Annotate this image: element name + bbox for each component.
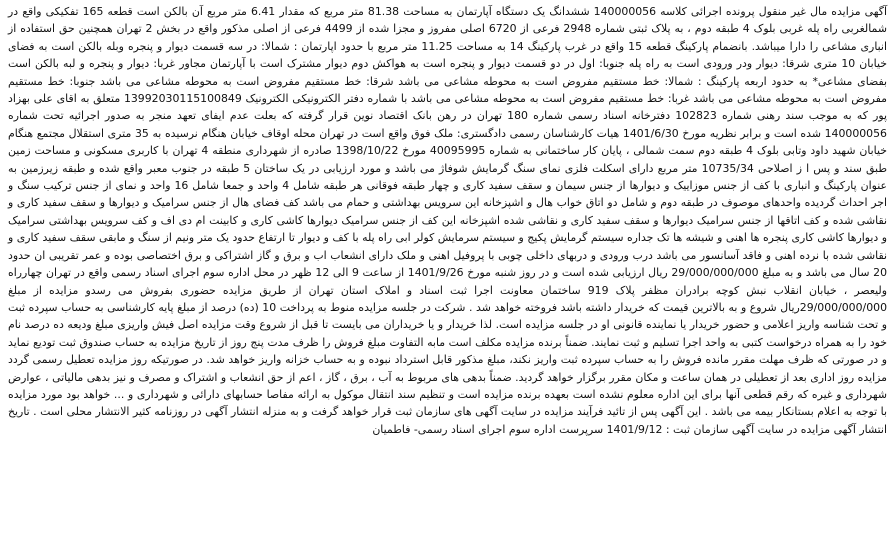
notice-body-text: آگهی مزایده مال غیر منقول پرونده اجرائی کلاسه 140000056 ششدانگ یک دستگاه آپارتمان به مساحت 81.38 متر مربع که مقدار 6.41 متر مربع آن بالکن است قطعه 165 تفکیکی واقع در شمالغربی راه پله غربی بلوک 4 طبقه دوم ، به پلاک ثبتی شماره 2948 فرعی از 6720 اصلی مفروز و مجزا شده از 4499 فرعی از اصلی مذکور واقع در بخش 2 تهران همچنین حق استفاده از انباری مشاعی را دارا میباشد. بانضمام پارکینگ قطعه 15 واقع در غرب پارکینگ 14 به مساحت 11.25 متر مربع با حدود اپارتمان : شمالا: در سه قسمت دیوار و پنجره وبله بالکن است به فضای خیابان 10 متری شرقا: دیوار ودر ورودی است به راه پله جنوبا: اول در دو قسمت دیوار و پنجره است به هواکش دوم دیوار مشترک است با آپارتمان مجاور غربا: دیوار و پنجره و لبه بالکن است بفضای مشاعی* به حدود اربعه پارکینگ : شمالا: خط مستقیم مفروض است به محوطه مشاعی می باشد شرقا: خط مستقیم مفروض است به محوطه مشاعی می باشد جنوبا: خط مستقیم مفروض است به محوطه مشاعی می باشد غربا: خط مستقیم مفروض است به محوطه مشاعی می باشد با شماره دفتر الکترونیکی الکترونیک 13992030115100849 متعلق به اقای علی بهزاد پور که به موجب سند رهنی شماره 102823 دفترخانه اسناد رسمی شماره 180 تهران در رهن بانک اقتصاد نوین قرار گرفته که بعلت عدم ایفای تعهد منجر به صدور اجرائیه تحت شماره 140000056 شده است و برابر نظریه مورخ 1401/6/30 هیات کارشناسان رسمی دادگستری: ملک فوق واقع است در تهران محله اوقاف خیابان هنگام نرسیده به 35 متری استقلال مجتمع هنگام خیابان شهید داود وتابی بلوک 4 طبقه دوم سمت شمالی ، پایان کار ساختمانی به شماره 40095995 مورخ 1398/10/22 صادره از شهرداری منطقه 4 تهران با کاربری مسکونی و مساحت زمین طبق سند و پس ا ز اصلاحی 10735/34 متر مربع دارای اسکلت فلزی نمای سنگ گرمایش شوفاژ می باشد و مورد ارزیابی در یک ساختان 5 طبقه در جنوب معبر واقع شده و طبقه زیرزمین به عنوان پارکینگ و انباری با کف از جنس موزاییک و دیوارها از جنس سیمان و سقف سفید کاری و چهار طبقه فوقانی هر طبقه شامل 4 واحد و جمعا شامل 16 واحد و نمای از جنس ترکیب سنگ و اجر احداث گردیده واحدهای موصوف در طبقه دوم و شامل دو اتاق خواب هال و اشپزخانه این سرویس بهداشتی و حمام می باشد کف فضای هال از جنس سرامیک و دیوارها و سقف سفید کاری و نقاشی شده و کف اتاقها از جنس سرامیک دیوارها و سقف سفید کاری و نقاشی شده اشپزخانه این کف از جنس سرامیک دیوارها کاشی کاری و کابینت ام دی اف و کف سرویس بهداشتی سرامیک و دیوارها کاشی کاری پنجره ها اهنی و شیشه ها تک جداره سیستم گرمایش پکیج و سیستم سرمایش کولر ابی راه پله با کف و دیوار تا ارتفاع حدود یک متر ونیم از سنگ و مابقی سقف سفید کاری و نقاشی شده با نرده اهنی و فاقد آسانسور می باشد درب ورودی و دربهای داخلی چوبی با پروفیل اهنی و ملک دارای انشعاب اب و برق و گاز اشتراکی و برق اختصاصی بوده و عمر تقریبی ان حدود 20 سال می باشد و به مبلغ 29/000/000/000 ریال ارزیابی شده است و در روز شنبه مورخ 1401/9/26 از ساعت 9 الی 12 ظهر در محل اداره سوم اجرای اسناد رسمی واقع در تهران چهارراه ولیعصر ، خیابان انقلاب نبش کوچه برادران مظفر پلاک 919 ساختمان معاونت اجرا ثبت اسناد و املاک استان تهران از طریق مزایده حضوری بفروش می رسدو مزایده از مبلغ 29/000/000/000ریال شروع و به بالاترین قیمت که خریدار داشته باشد فروخته خواهد شد . شرکت در جلسه مزایده منوط به پرداخت 10 (ده) درصد از مبلغ پایه کارشناسی به حساب سپرده ثبت و تحت شناسه واریز اعلامی و حضور خریدار یا نماینده قانونی او در جلسه مزایده است. لذا خریدار و یا خریداران می بایست تا قبل از شروع وقت مزایده اصل فیش واریزی مبلغ ودیعه ده درصد نام خود را به همراه درخواست کتبی به واحد اجرا تسلیم و ثبت نمایند. ضمناً برنده مزایده مکلف است مابه التفاوت مبلغ فروش را ظرف مدت پنج روز از تاریخ مزایده به حساب صندوق ثبت تودیع نماید و در صورتی که ظرف مهلت مقرر مانده فروش را به حساب سپرده ثبت واریز نکند، مبلغ مذکور قابل استرداد نبوده و به حساب خزانه واریز خواهد شد. در صورتیکه روز مزایده تعطیل رسمی گردد مزایده روز اداری بعد از تعطیلی در همان ساعت و مکان مقرر برگزار خواهد گردید. ضمناً بدهی های مربوط به آب ، برق ، گاز ، اعم از حق انشعاب و اشتراک و مصرف و نیز بدهی مالیاتی ، عوارض شهرداری و غیره که رقم قطعی آنها برای این اداره معلوم نشده است بعهده برنده مزایده است و تنظیم سند انتقال موکول به ارائه مفاصا حسابهای دارائی و شهرداری و ... خواهد بود مورد مزایده با توجه به اعلام بستانکار بیمه می باشد . این آگهی پس از تائید فرآیند مزایده در سایت آگهی های سازمان ثبت قرار خواهد گرفت و به منزله انتشار آگهی در روزنامه کثیر الانتشار محلی است . تاریخ انتشار آگهی مزایده در سایت آگهی سازمان ثبت : 1401/9/12 سرپرست اداره سوم اجرای اسناد رسمی- فاطمیان xyxy=(8,5,888,436)
